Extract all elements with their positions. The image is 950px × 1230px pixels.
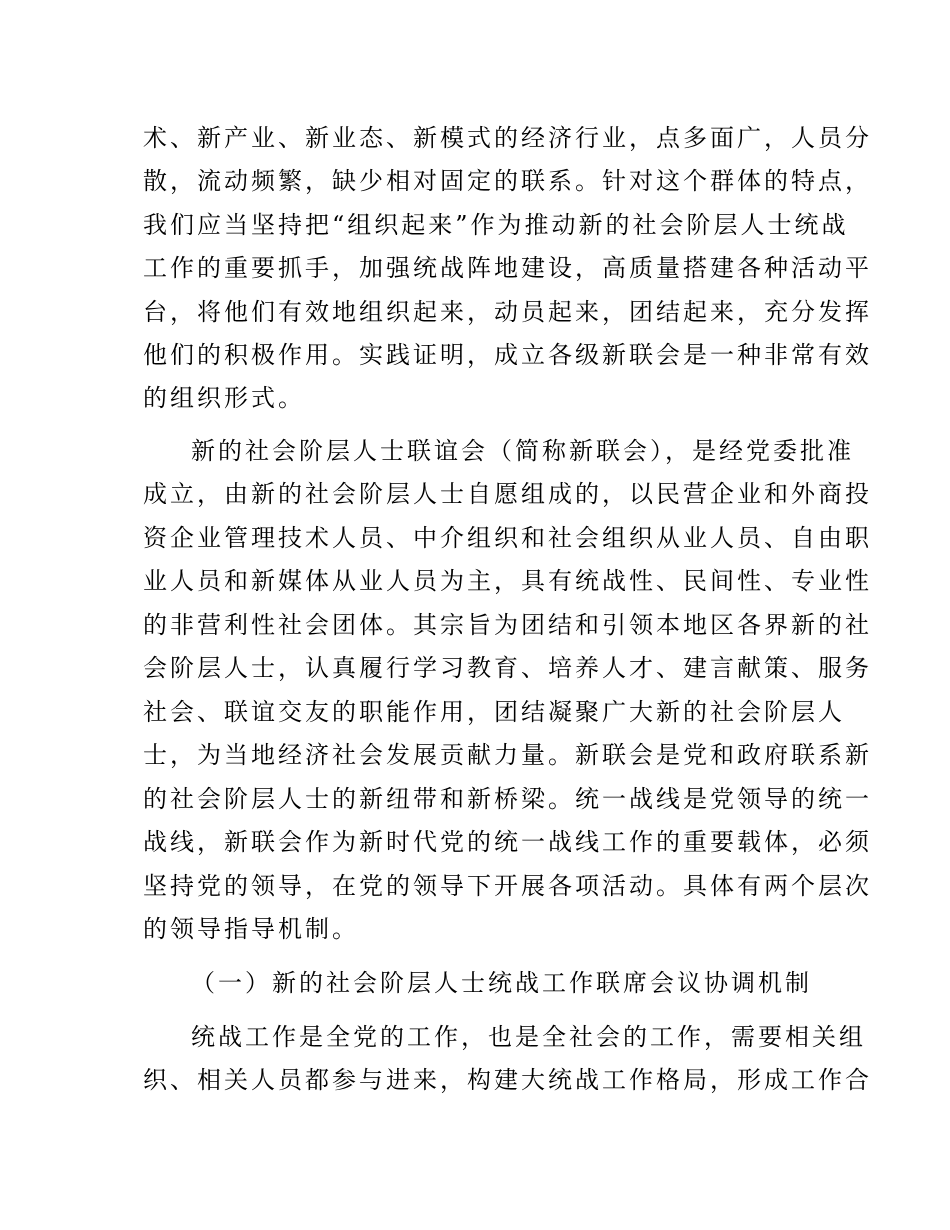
- text-line: 会阶层人士，认真履行学习教育、培养人才、建言献策、服务: [143, 654, 872, 682]
- text-line: 台，将他们有效地组织起来，动员起来，团结起来，充分发挥: [143, 298, 872, 326]
- text-line: 散，流动频繁，缺少相对固定的联系。针对这个群体的特点，: [143, 167, 872, 195]
- text-line: 的非营利性社会团体。其宗旨为团结和引领本地区各界新的社: [143, 611, 872, 639]
- text-line: 的社会阶层人士的新纽带和新桥梁。统一战线是党领导的统一: [143, 785, 872, 813]
- text-line: 术、新产业、新业态、新模式的经济行业，点多面广，人员分: [143, 124, 872, 152]
- text-line: 战线，新联会作为新时代党的统一战线工作的重要载体，必须: [143, 828, 872, 856]
- paragraph-first-line: 统战工作是全党的工作，也是全社会的工作，需要相关组: [191, 1023, 866, 1051]
- text-line: 他们的积极作用。实践证明，成立各级新联会是一种非常有效: [143, 341, 872, 369]
- text-line: 的领导指导机制。: [143, 915, 359, 943]
- text-line: 我们应当坚持把“组织起来”作为推动新的社会阶层人士统战: [143, 211, 849, 239]
- text-line: 坚持党的领导，在党的领导下开展各项活动。具体有两个层次: [143, 872, 872, 900]
- section-heading: （一）新的社会阶层人士统战工作联席会议协调机制: [191, 969, 812, 997]
- paragraph-first-line: 新的社会阶层人士联谊会（简称新联会），是经党委批准: [191, 437, 854, 465]
- text-line: 业人员和新媒体从业人员为主，具有统战性、民间性、专业性: [143, 567, 872, 595]
- text-line: 工作的重要抓手，加强统战阵地建设，高质量搭建各种活动平: [143, 254, 872, 282]
- text-line: 社会、联谊交友的职能作用，团结凝聚广大新的社会阶层人: [143, 698, 845, 726]
- text-line: 的组织形式。: [143, 384, 305, 412]
- text-line: 织、相关人员都参与进来，构建大统战工作格局，形成工作合: [143, 1066, 872, 1094]
- text-line: 资企业管理技术人员、中介组织和社会组织从业人员、自由职: [143, 524, 872, 552]
- text-line: 成立，由新的社会阶层人士自愿组成的，以民营企业和外商投: [143, 480, 872, 508]
- text-line: 士，为当地经济社会发展贡献力量。新联会是党和政府联系新: [143, 741, 872, 769]
